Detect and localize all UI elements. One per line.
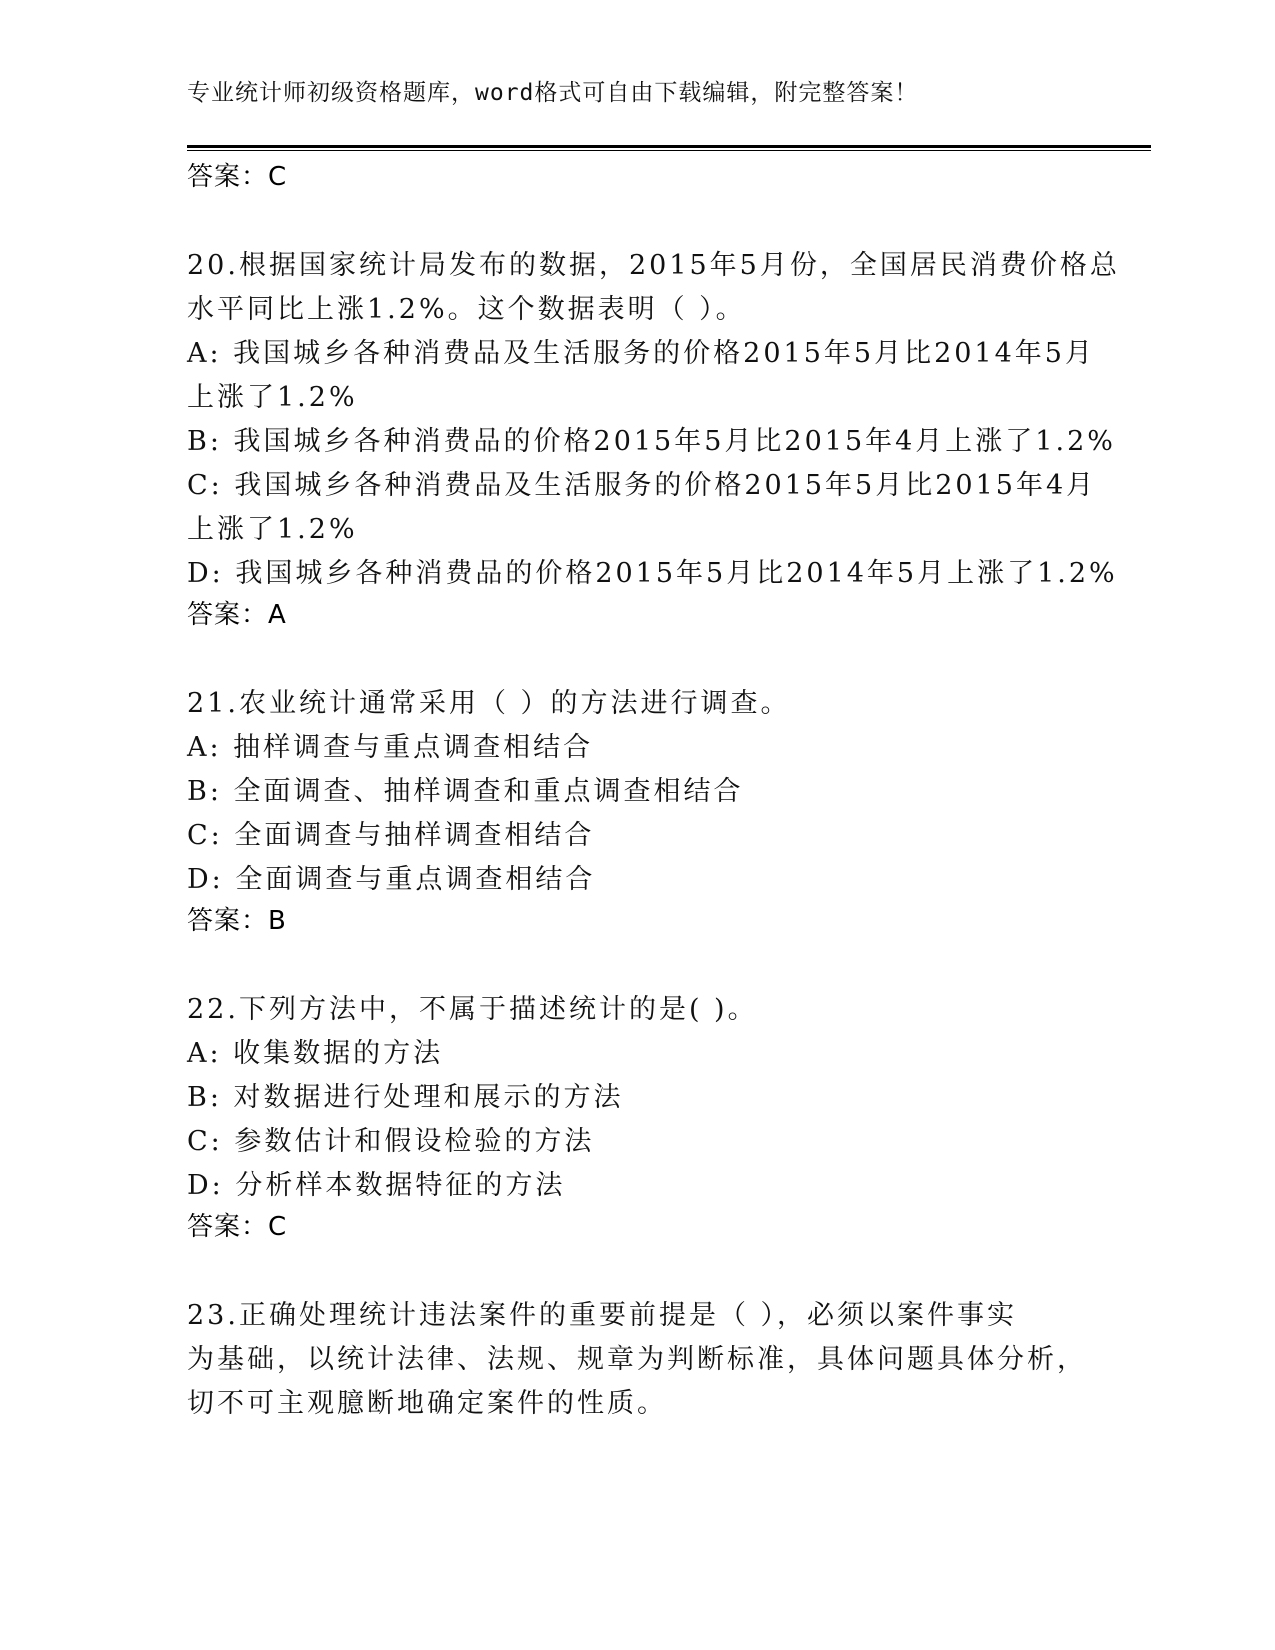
option-a: A: 我国城乡各种消费品及生活服务的价格2015年5月比2014年5月 [187,338,1095,369]
question-stem: 水平同比上涨1.2%。这个数据表明（ ）。 [187,294,746,325]
option-d: D: 我国城乡各种消费品的价格2015年5月比2014年5月上涨了1.2% [187,558,1118,589]
option-c: C: 参数估计和假设检验的方法 [187,1126,595,1157]
option-d: D: 全面调查与重点调查相结合 [187,864,596,895]
answer-line: 答案：C [187,162,288,192]
header-rule-thick [187,145,1151,148]
page-header: 专业统计师初级资格题库，word格式可自由下载编辑，附完整答案！ [187,80,919,106]
option-c-continued: 上涨了1.2% [187,514,358,545]
option-b: B: 对数据进行处理和展示的方法 [187,1082,624,1113]
question-stem: 22.下列方法中，不属于描述统计的是( )。 [187,994,758,1025]
option-a: A: 收集数据的方法 [187,1038,444,1069]
option-c: C: 全面调查与抽样调查相结合 [187,820,595,851]
question-stem: 20.根据国家统计局发布的数据，2015年5月份，全国居民消费价格总 [187,250,1120,281]
option-a-continued: 上涨了1.2% [187,382,358,413]
option-c: C: 我国城乡各种消费品及生活服务的价格2015年5月比2015年4月 [187,470,1097,501]
option-b: B: 全面调查、抽样调查和重点调查相结合 [187,776,744,807]
header-rule-thin [187,150,1151,151]
answer-line: 答案：A [187,600,287,630]
question-stem: 为基础，以统计法律、法规、规章为判断标准，具体问题具体分析， [187,1344,1087,1375]
answer-line: 答案：B [187,906,287,936]
answer-line: 答案：C [187,1212,288,1242]
question-stem: 23.正确处理统计违法案件的重要前提是（ ），必须以案件事实 [187,1300,1018,1331]
option-b: B: 我国城乡各种消费品的价格2015年5月比2015年4月上涨了1.2% [187,426,1116,457]
question-stem: 21.农业统计通常采用（ ）的方法进行调查。 [187,688,791,719]
question-stem: 切不可主观臆断地确定案件的性质。 [187,1388,667,1419]
option-a: A: 抽样调查与重点调查相结合 [187,732,594,763]
option-d: D: 分析样本数据特征的方法 [187,1170,566,1201]
